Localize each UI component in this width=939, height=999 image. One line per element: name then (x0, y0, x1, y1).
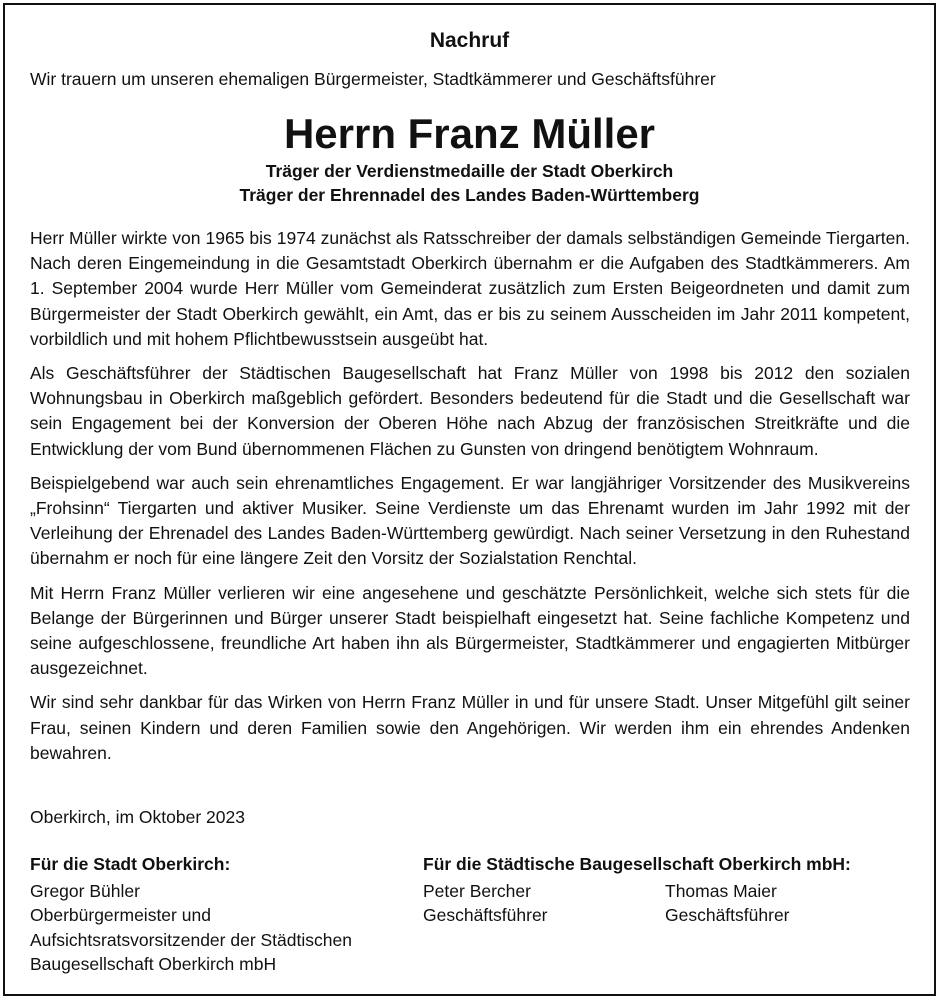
city-signer-title: Baugesellschaft Oberkirch mbH (30, 954, 277, 974)
city-signer-name: Gregor Bühler (30, 881, 140, 901)
company-signature-heading: Für die Städtische Baugesellschaft Oberkirch mbH: (423, 854, 851, 874)
city-signature-heading: Für die Stadt Oberkirch: (30, 854, 231, 874)
company-signer-name: Thomas Maier (665, 881, 777, 901)
body-paragraph: Herr Müller wirkte von 1965 bis 1974 zunächst als Ratsschreiber der damals selbständigen Gemeinde Tiergarten. Nach deren Eingemeindung in die Gesamtstadt Oberkirch übernahm er die Aufgaben des Stadtkämmerers. Am 1. September 2004 wurde Herr Müller vom Gemeinderat zusätzlich zum Ersten Beigeordneten und damit zum Bürgermeister der Stadt Oberkirch gewählt, ein Amt, das er bis zu seinem Ausscheiden im Jahr 2011 kompetent, vorbildlich und mit hohem Pflichtbewusstsein ausgeübt hat. (30, 228, 910, 349)
city-signer-title: Aufsichtsratsvorsitzender der Städtischen (30, 930, 352, 950)
city-signer-title: Oberbürgermeister und (30, 905, 211, 925)
company-signer-role: Geschäftsführer (665, 905, 790, 925)
body-paragraph: Beispielgebend war auch sein ehrenamtliches Engagement. Er war langjähriger Vorsitzender des Musikvereins „Frohsinn“ Tiergarten und aktiver Musiker. Seine Verdienste um das Ehrenamt wurden im Jahr 1992 mit der Verleihung der Ehrenadel des Landes Baden-Württemberg gewürdigt. Nach seiner Versetzung in den Ruhestand übernahm er noch für eine längere Zeit den Vorsitz der Sozialstation Renchtal. (30, 472, 910, 569)
honor-line: Träger der Verdienstmedaille der Stadt Oberkirch (265, 161, 674, 181)
notice-heading: Nachruf (429, 29, 510, 52)
intro-line: Wir trauern um unseren ehemaligen Bürgermeister, Stadtkämmerer und Geschäftsführer (30, 69, 716, 89)
deceased-name: Herrn Franz Müller (283, 110, 656, 157)
place-date: Oberkirch, im Oktober 2023 (30, 807, 245, 827)
honor-line: Träger der Ehrennadel des Landes Baden-Württemberg (239, 185, 700, 205)
body-paragraph: Mit Herrn Franz Müller verlieren wir eine angesehene und geschätzte Persönlichkeit, welche sich stets für die Belange der Bürgerinnen und Bürger unserer Stadt beispielhaft eingesetzt hat. Seine fachliche Kompetenz und seine aufgeschlossene, freundliche Art haben ihn als Bürgermeister, Stadtkämmerer und engagierten Mitbürger ausgezeichnet. (30, 582, 910, 679)
company-signer-name: Peter Bercher (423, 881, 531, 901)
company-signer-role: Geschäftsführer (423, 905, 548, 925)
body-paragraph: Wir sind sehr dankbar für das Wirken von Herrn Franz Müller in und für unsere Stadt. Unser Mitgefühl gilt seiner Frau, seinen Kindern und deren Familien sowie den Angehörigen. Wir werden ihm ein ehrendes Andenken bewahren. (30, 692, 910, 763)
body-paragraph: Als Geschäftsführer der Städtischen Baugesellschaft hat Franz Müller von 1998 bis 2012 den sozialen Wohnungsbau in Oberkirch maßgeblich gefördert. Besonders bedeutend für die Stadt und die Gesellschaft war sein Engagement bei der Konversion der Oberen Höhe nach Abzug der französischen Streitkräfte und die Entwicklung der vom Bund übernommenen Flächen zu Gunsten von dringend benötigtem Wohnraum. (30, 363, 910, 459)
obituary-body (30, 226, 910, 775)
